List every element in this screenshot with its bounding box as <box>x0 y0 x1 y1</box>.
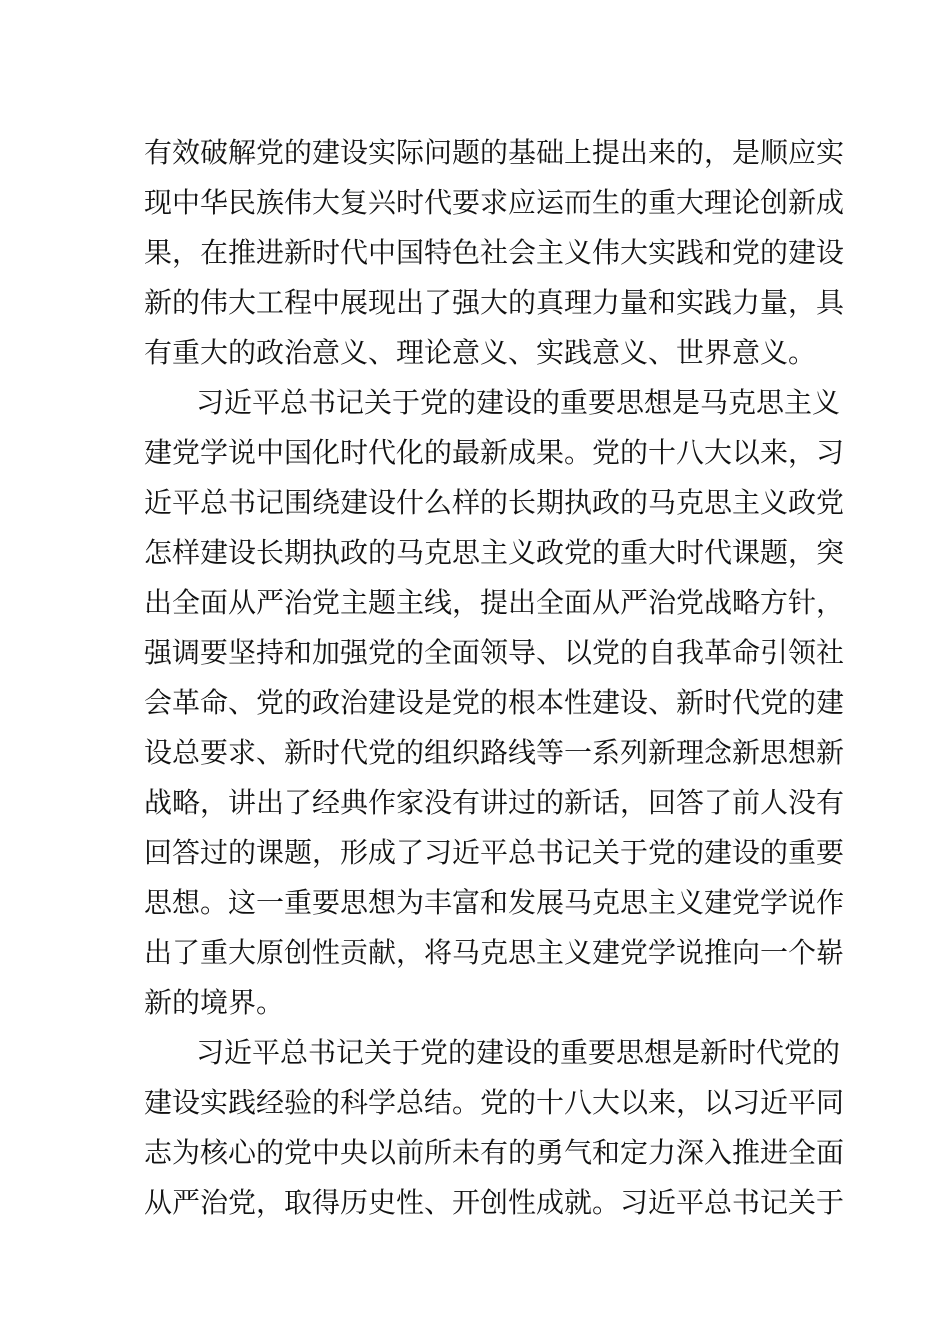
text-line: 近平总书记围绕建设什么样的长期执政的马克思主义政党 <box>144 486 845 519</box>
text-line: 建设实践经验的科学总结。党的十八大以来，以习近平同 <box>144 1086 845 1119</box>
text-line: 设总要求、新时代党的组织路线等一系列新理念新思想新 <box>144 736 845 769</box>
text-line: 战略，讲出了经典作家没有讲过的新话，回答了前人没有 <box>144 786 845 819</box>
text-line: 回答过的课题，形成了习近平总书记关于党的建设的重要 <box>144 836 845 869</box>
paragraph-first-line: 习近平总书记关于党的建设的重要思想是马克思主义 <box>196 386 841 419</box>
text-line: 现中华民族伟大复兴时代要求应运而生的重大理论创新成 <box>144 186 845 219</box>
text-line: 果，在推进新时代中国特色社会主义伟大实践和党的建设 <box>144 236 845 269</box>
text-line: 新的境界。 <box>144 986 285 1019</box>
text-line: 建党学说中国化时代化的最新成果。党的十八大以来，习 <box>144 436 845 469</box>
text-line: 思想。这一重要思想为丰富和发展马克思主义建党学说作 <box>144 886 845 919</box>
text-line: 志为核心的党中央以前所未有的勇气和定力深入推进全面 <box>144 1136 845 1169</box>
text-line: 新的伟大工程中展现出了强大的真理力量和实践力量，具 <box>144 286 845 319</box>
text-line: 出全面从严治党主题主线，提出全面从严治党战略方针， <box>144 586 845 619</box>
text-line: 会革命、党的政治建设是党的根本性建设、新时代党的建 <box>144 686 845 719</box>
text-line: 出了重大原创性贡献，将马克思主义建党学说推向一个崭 <box>144 936 845 969</box>
text-line: 怎样建设长期执政的马克思主义政党的重大时代课题，突 <box>144 536 845 569</box>
text-line: 有重大的政治意义、理论意义、实践意义、世界意义。 <box>144 336 817 369</box>
text-line: 强调要坚持和加强党的全面领导、以党的自我革命引领社 <box>144 636 845 669</box>
text-line: 有效破解党的建设实际问题的基础上提出来的，是顺应实 <box>144 136 845 169</box>
paragraph-first-line: 习近平总书记关于党的建设的重要思想是新时代党的 <box>196 1036 841 1069</box>
text-line: 从严治党，取得历史性、开创性成就。习近平总书记关于 <box>144 1186 845 1219</box>
